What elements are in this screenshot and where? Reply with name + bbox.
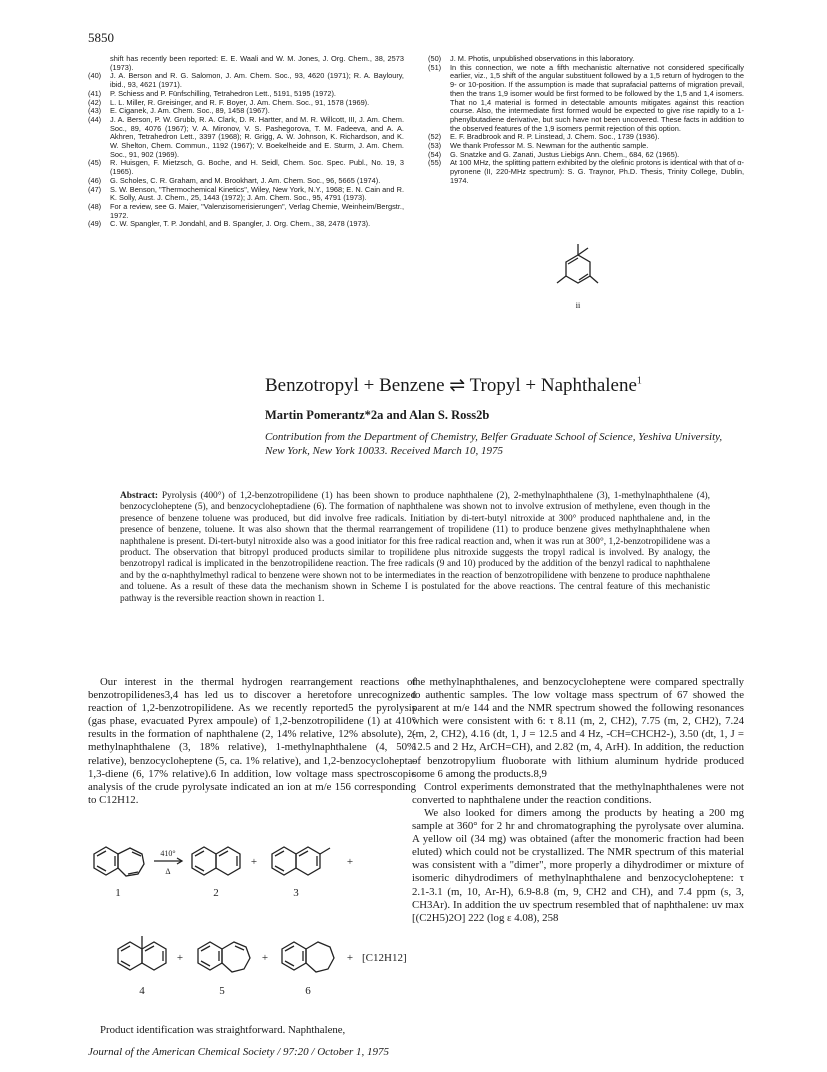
compound-label-3: 3	[293, 887, 299, 899]
reference-number	[88, 55, 110, 72]
reference-text: P. Schiess and P. Fünfschilling, Tetrahedron Lett., 5191, 5195 (1972).	[110, 88, 336, 98]
plus-sign: +	[261, 952, 269, 964]
reference-number: (40)	[88, 71, 102, 81]
reference-number: (42)	[88, 97, 102, 107]
plus-sign: +	[176, 952, 184, 964]
reference-number: (54)	[428, 149, 442, 159]
reference-item	[88, 72, 404, 89]
reference-text: R. Huisgen, F. Mietzsch, G. Boche, and H. Seidl, Chem. Soc. Spec. Publ., No. 19, 3 (1965).	[110, 158, 404, 177]
left-column	[88, 676, 416, 807]
compound-label-5: 5	[219, 985, 225, 997]
compound-label-4: 4	[139, 985, 145, 997]
reference-number: (55)	[428, 158, 442, 168]
reference-text: For a review, see G. Maier, "Valenzisomerisierungen", Verlag Chemie, Weinheim/Bergstr., 1972.	[110, 201, 404, 220]
references-left	[88, 55, 404, 229]
compound-label-2: 2	[213, 887, 219, 899]
journal-footer: Journal of the American Chemical Society / 97:20 / October 1, 1975	[88, 1046, 390, 1058]
reference-item	[88, 159, 404, 176]
reference-item	[428, 159, 744, 185]
reference-item	[428, 64, 744, 134]
reference-text: E. Ciganek, J. Am. Chem. Soc., 89, 1458 (1967).	[110, 106, 270, 116]
reference-number: (49)	[88, 219, 102, 229]
reference-text: We thank Professor M. S. Newman for the authentic sample.	[450, 141, 649, 151]
reference-item	[88, 55, 404, 72]
plus-sign: +	[346, 952, 354, 964]
title-sup: 1	[636, 375, 642, 387]
paragraph: We also looked for dimers among the products by heating a 200 mg sample at 360° for 2 hr and chromatographing the pyrolysate over alumina. A yellow oil (34 mg) was obtained (after the monomeric fraction had been eluted) which could not be crystallized. The NMR spectrum of this material was consistent with a "dimer", more properly a dihydrodimer or mixture of isomeric dihydrodimers of methylnaphthalene and benzocycloheptene: τ 2.1-3.1 (m, 10, Ar-H), 6.9-8.8 (m, 9, CH2 and CH), and 7.4 ppm (s, 3, CH3Ar). In addition the uv spectrum resembled that of naphthalene: uv max [(C2H5)2O] 222 (log ε 4.08), 258	[412, 806, 744, 924]
reference-item	[88, 186, 404, 203]
title-text: Benzotropyl + Benzene ⇌ Tropyl + Naphthalene	[265, 375, 637, 396]
reference-number: (51)	[428, 62, 442, 72]
paragraph: Control experiments demonstrated that the methylnaphthalenes were not converted to naphthalene under the reaction conditions.	[412, 780, 744, 806]
reference-number: (46)	[88, 175, 102, 185]
arrow-condition-bottom: Δ	[165, 867, 171, 876]
structure-ii-label: ii	[575, 301, 581, 310]
c12h12-label: [C12H12]	[362, 952, 407, 964]
reference-text: At 100 MHz, the splitting pattern exhibited by the olefinic protons is identical with that of α-pyronene (II, 220-MHz spectrum): S. G. Traynor, Ph.D. Thesis, Trinity College, Dublin, 1974.	[450, 158, 744, 185]
reference-number: (48)	[88, 201, 102, 211]
reference-item	[88, 220, 404, 229]
reference-text: C. W. Spangler, T. P. Jondahl, and B. Spangler, J. Org. Chem., 38, 2478 (1973).	[110, 219, 371, 229]
reference-number: (53)	[428, 141, 442, 151]
reference-number: (44)	[88, 114, 102, 124]
reference-text: S. W. Benson, "Thermochemical Kinetics", Wiley, New York, N.Y., 1968; E. N. Cain and R. K. Solly, Aust. J. Chem., 25, 1443 (1972); J. Am. Chem. Soc., 95, 4791 (1973).	[110, 184, 404, 203]
abstract-text: Pyrolysis (400°) of 1,2-benzotropilidene (1) has been shown to produce naphthalene (2), 2-methylnaphthalene (3), 1-methylnaphthalene (4), benzocycloheptene (5), and benzocycloheptadiene (6). The formation of naphthalene was shown not to involve extrusion of methylene, even though in the presence of benzene toluene was produced, but did involve free radicals. Initiation by di-tert-butyl nitroxide at 300° produced naphthalene and, in the presence of benzene, toluene. It was also shown that the thermal rearrangement of tropilidene (11) to produce benzene gives methylnaphthalene when naphthalene is present. Di-tert-butyl nitroxide also was a good initiator for this free radical reaction and, when it was run at 300°, 1,2-benzotropilidene was a product. The observation that bitropyl produced products similar to tropilidene plus nitroxide suggests the tropyl radical is involved. By analogy, the benzotropyl radical is implicated in the benzotropilidene reaction. The free radicals (9 and 10) produced by the addition of the benzyl radical to naphthalene and by the α-naphthylmethyl radical to benzene were shown not to be intermediates in the reaction of benzotropilidene with benzene to produce naphthalene and toluene. As a result of these data the mechanism shown in Scheme I is postulated for the above reactions. The central feature of this mechanistic pathway is the reversible reaction shown in reaction 1.	[120, 491, 711, 604]
paragraph: Our interest in the thermal hydrogen rearrangement reactions of benzotropilidenes3,4 has led us to discover a heretofore unrecognized reaction of 1,2-benzotropilidene. As we recently reported5 the pyrolysis (gas phase, evacuated Pyrex ampoule) of 1,2-benzotropilidene (1) at 410° results in the formation of naphthalene (2, 14% relative, 12% absolute), 2-methylnaphthalene (3, 18% relative), 1-methylnaphthalene (4, 50% relative), benzocycloheptene (5, ca. 1% relative), and 1,2-benzocyclohepta-1,3-diene (6, 17% relative).6 In addition, low voltage mass spectroscopic analysis of the crude pyrolysate indicated an ion at m/e 156 corresponding to C12H12.	[88, 676, 416, 806]
compound-label-6: 6	[305, 985, 311, 997]
reference-item	[88, 116, 404, 160]
page-number: 5850	[88, 30, 114, 45]
abstract	[120, 491, 710, 605]
authors: Martin Pomerantz*2a and Alan S. Ross2b	[265, 408, 490, 422]
plus-sign: +	[250, 856, 258, 868]
reference-number: (52)	[428, 132, 442, 142]
reference-text: In this connection, we note a fifth mechanistic alternative not considered specifically earlier, viz., 1,5 shift of the angular substituent followed by a 1,5 return of hydrogen to the 9- or 10-position. If the assumption is made that suprafacial patterns of migration prevail, then the trans 1,9 isomer would be first formed to be followed by the 1,5 and 1,4 isomers. That no 1,4 material is formed in detectable amounts mitigates against this reaction course. Also, the intermediate first formed would be expected to give rise rapidly to a 1-phenylbutadiene derivative, but such have not been uncovered. These facts in addition to the observed features of the 1,9 isomers permit rejection of this option.	[450, 62, 744, 133]
reference-number: (45)	[88, 158, 102, 168]
reference-number: (41)	[88, 88, 102, 98]
paragraph-start: Product identification was straightforward. Naphthalene,	[100, 1024, 346, 1036]
reference-text: E. F. Bradbrook and R. P. Linstead, J. Chem. Soc., 1739 (1936).	[450, 132, 660, 142]
structure-ii	[548, 232, 608, 312]
reference-number: (47)	[88, 184, 102, 194]
plus-sign: +	[346, 856, 354, 868]
reference-number: (43)	[88, 106, 102, 116]
reference-text: shift has recently been reported: E. E. Waali and W. M. Jones, J. Org. Chem., 38, 2573 (1973).	[110, 54, 404, 72]
compound-label-1: 1	[115, 887, 121, 899]
reference-text: G. Scholes, C. R. Graham, and M. Brookhart, J. Am. Chem. Soc., 96, 5665 (1974).	[110, 175, 381, 185]
arrow-condition-top: 410°	[160, 849, 176, 858]
paragraph: the methylnaphthalenes, and benzocycloheptene were compared spectrally to authentic samples. The low voltage mass spectrum of 67 showed the parent at m/e 144 and the NMR spectrum showed the following resonances which were consistent with 6: τ 8.11 (m, 2, CH2), 7.75 (m, 2, CH2), 7.24 (m, 2, CH2), 4.16 (dt, 1, J = 12.5 and 4 Hz, -CH=CHCH2-), 3.50 (dt, 1, J = 12.5 and 2 Hz, ArCH=CH), and 2.82 (m, 4, ArH). In addition, the reduction of benzotropylium fluoborate with lithium aluminum hydride produced some 6 among the products.8,9	[412, 676, 744, 780]
reference-text: J. M. Photis, unpublished observations in this laboratory.	[450, 54, 635, 63]
reference-text: G. Snatzke and G. Zanati, Justus Liebigs Ann. Chem., 684, 62 (1965).	[450, 149, 680, 159]
reference-number: (50)	[428, 54, 442, 63]
reaction-scheme	[88, 834, 416, 1016]
reference-text: J. A. Berson and R. G. Salomon, J. Am. Chem. Soc., 93, 4620 (1971); R. A. Bayloury, ibid., 93, 4621 (1971).	[110, 71, 404, 90]
abstract-label: Abstract:	[120, 491, 159, 501]
article-title	[265, 374, 725, 397]
reference-text: L. L. Miller, R. Greisinger, and R. F. Boyer, J. Am. Chem. Soc., 91, 1578 (1969).	[110, 97, 370, 107]
affiliation: Contribution from the Department of Chemistry, Belfer Graduate School of Science, Yeshiva University, New York, New York 10033. Received March 10, 1975	[265, 431, 723, 457]
reference-item	[88, 203, 404, 220]
right-column	[412, 676, 744, 925]
references-right	[428, 55, 744, 186]
reference-text: J. A. Berson, P. W. Grubb, R. A. Clark, D. R. Hartter, and M. R. Willcott, III, J. Am. Chem. Soc., 89, 4076 (1967); V. A. Mironov, V. S. Pashegorova, T. M. Fadeeva, and A. A. Akhren, Tetrahedron Lett., 3397 (1968); R. Grigg, A. W. Johnson, K. Richardson, and K. W. Shelton, Chem. Commun., 1192 (1967); V. Boekelheide and E. Sturm, J. Am. Chem. Soc., 91, 902 (1969).	[110, 114, 404, 159]
